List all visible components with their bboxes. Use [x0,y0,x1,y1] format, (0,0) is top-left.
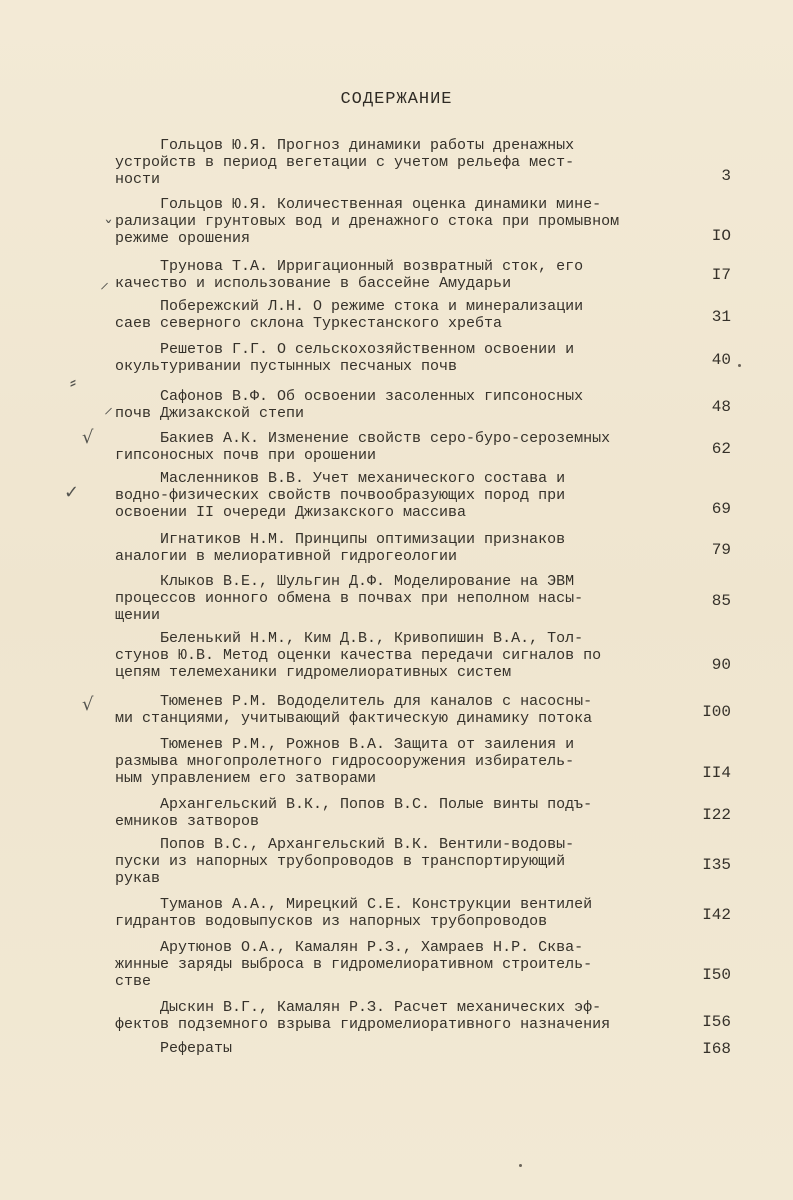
toc-entry-line: Гольцов Ю.Я. Количественная оценка динамики мине- [115,196,602,213]
check-mark-icon: √ [82,427,94,448]
toc-entry [115,896,755,930]
toc-entry-line: почв Джизакской степи [115,405,305,422]
toc-entry-line: аналогии в мелиоративной гидрогеологии [115,548,458,565]
toc-entry-text [115,196,675,247]
toc-entry-line: жинные заряды выброса в гидромелиоративном строитель- [115,956,593,973]
toc-page-number: IO [711,227,731,245]
check-mark-icon: ⸝ [104,397,113,418]
toc-entry [115,1040,755,1057]
toc-entry [115,388,755,422]
toc-entry-text [115,693,675,727]
toc-page-number: 69 [711,500,731,518]
toc-entry-line: Решетов Г.Г. О сельскохозяйственном освоении и [115,341,575,358]
toc-entry-line: ности [115,171,161,188]
toc-page-number: I7 [711,266,731,284]
toc-entry-line: режиме орошения [115,230,251,247]
toc-entry-line: емников затворов [115,813,260,830]
toc-entry-line: Беленький Н.М., Ким Д.В., Кривопишин В.А., Тол- [115,630,584,647]
toc-entry [115,573,755,624]
toc-entry-line: водно-физических свойств почвообразующих пород при [115,487,566,504]
toc-entry-line: Дыскин В.Г., Камалян Р.З. Расчет механических эф- [115,999,602,1016]
toc-entry-line: ми станциями, учитывающий фактическую динамику потока [115,710,593,727]
toc-entry [115,796,755,830]
toc-entry-line: качество и использование в бассейне Амударьи [115,275,512,292]
toc-page-number: 79 [711,541,731,559]
toc-entry-line: фектов подземного взрыва гидромелиоративного назначения [115,1016,611,1033]
toc-entry [115,531,755,565]
toc-entry-line: Гольцов Ю.Я. Прогноз динамики работы дренажных [115,137,575,154]
toc-entry [115,470,755,521]
toc-entry-text [115,1040,675,1057]
toc-page-number: 90 [711,656,731,674]
toc-page-number: I35 [702,856,731,874]
toc-entry-line: устройств в период вегетации с учетом рельефа мест- [115,154,575,171]
toc-entry-line: пуски из напорных трубопроводов в транспортирующий [115,853,566,870]
toc-page-number: I68 [702,1040,731,1058]
toc-entry [115,137,755,188]
toc-entry-text [115,137,675,188]
toc-page-number: 62 [711,440,731,458]
toc-page-number: I56 [702,1013,731,1031]
toc-entry-line: рукав [115,870,161,887]
toc-entry [115,430,755,464]
toc-entry-text [115,341,675,375]
toc-entry-text [115,836,675,887]
toc-entry [115,693,755,727]
ink-dot [738,364,741,367]
toc-page-number: I00 [702,703,731,721]
toc-entry-line: Туманов А.А., Мирецкий С.Е. Конструкции вентилей [115,896,593,913]
toc-entry [115,196,755,247]
page-title: СОДЕРЖАНИЕ [340,90,453,109]
toc-entry [115,736,755,787]
toc-page-number: 31 [711,308,731,326]
toc-entry-line: Побережский Л.Н. О режиме стока и минерализации [115,298,584,315]
toc-entry-line: Попов В.С., Архангельский В.К. Вентили-водовы- [115,836,575,853]
toc-entry-text [115,531,675,565]
toc-entry-line: процессов ионного обмена в почвах при неполном насы- [115,590,584,607]
toc-page-number: 3 [721,167,731,185]
toc-entry-text [115,388,675,422]
toc-entry [115,999,755,1033]
toc-entry-text [115,470,675,521]
toc-entry [115,630,755,681]
check-mark-icon: ⸝ [100,272,109,293]
toc-entry [115,341,755,375]
toc-entry-text [115,430,675,464]
check-mark-icon: ✓ [64,482,80,503]
toc-entry-line: гипсоносных почв при орошении [115,447,377,464]
toc-entry-line: освоении II очереди Джизакского массива [115,504,467,521]
toc-page-number: I50 [702,966,731,984]
toc-entry-line: Арутюнов О.А., Камалян Р.З., Хамраев Н.Р. Сква- [115,939,584,956]
check-mark-icon: ⸗ [70,372,76,393]
toc-entry [115,836,755,887]
toc-entry-text [115,896,675,930]
toc-entry-line: размыва многопролетного гидросооружения избиратель- [115,753,575,770]
toc-page-number: 85 [711,592,731,610]
toc-entry [115,258,755,292]
toc-entry-text [115,630,675,681]
toc-entry-text [115,298,675,332]
toc-entry-line: цепям телемеханики гидромелиоративных систем [115,664,512,681]
toc-entry-text [115,736,675,787]
toc-entry-line: Клыков В.Е., Шульгин Д.Ф. Моделирование на ЭВМ [115,573,575,590]
toc-entry [115,939,755,990]
toc-entry-line: Рефераты [115,1040,233,1057]
toc-entry-text [115,999,675,1033]
toc-page-number: II4 [702,764,731,782]
toc-entry-line: окультуривании пустынных песчаных почв [115,358,458,375]
toc-entry-text [115,796,675,830]
toc-entry-line: рализации грунтовых вод и дренажного стока при промывном [115,213,620,230]
toc-entry-line: Тюменев Р.М., Рожнов В.А. Защита от заиления и [115,736,575,753]
toc-page-number: 48 [711,398,731,416]
toc-entry-line: щении [115,607,161,624]
check-mark-icon: √ [82,694,94,715]
check-mark-icon: ˇ [104,218,113,239]
toc-entry-line: Трунова Т.А. Ирригационный возвратный сток, его [115,258,584,275]
toc-entry-line: саев северного склона Туркестанского хребта [115,315,503,332]
toc-entry-line: Тюменев Р.М. Вододелитель для каналов с насосны- [115,693,593,710]
toc-entry-line: Бакиев А.К. Изменение свойств серо-буро-сероземных [115,430,611,447]
toc-entry-line: ным управлением его затворами [115,770,377,787]
toc-page-number: I42 [702,906,731,924]
toc-entry-line: Масленников В.В. Учет механического состава и [115,470,566,487]
toc-entry-line: гидрантов водовыпусков из напорных трубопроводов [115,913,548,930]
toc-entry-line: Архангельский В.К., Попов В.С. Полые винты подъ- [115,796,593,813]
toc-entry-text [115,939,675,990]
toc-entry-line: стве [115,973,152,990]
toc-entry-line: Игнатиков Н.М. Принципы оптимизации признаков [115,531,566,548]
toc-entry-text [115,573,675,624]
toc-entry-text [115,258,675,292]
toc-entry-line: Сафонов В.Ф. Об освоении засоленных гипсоносных [115,388,584,405]
toc-entry-line: стунов Ю.В. Метод оценки качества передачи сигналов по [115,647,602,664]
toc-page-number: I22 [702,806,731,824]
ink-dot [519,1164,522,1167]
toc-entry [115,298,755,332]
toc-page-number: 40 [711,351,731,369]
